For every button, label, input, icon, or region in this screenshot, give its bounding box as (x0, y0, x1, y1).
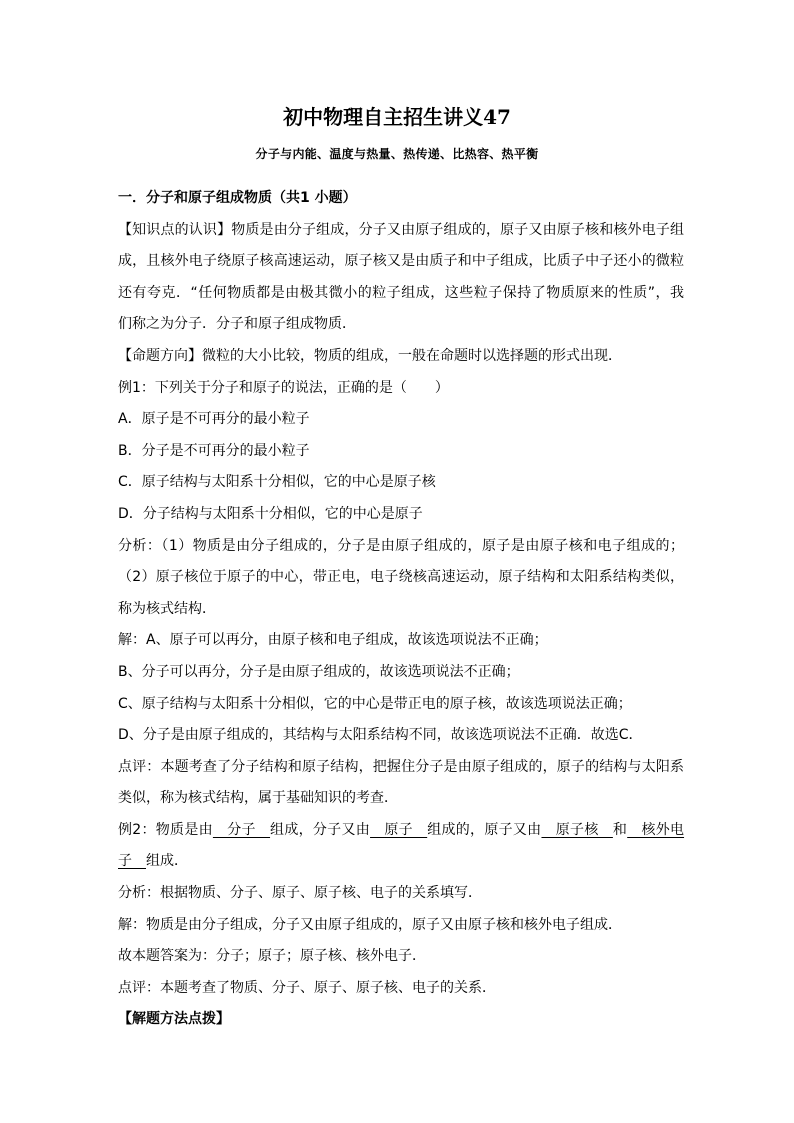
answer-blank: 原子 (370, 821, 428, 838)
example1-option-c: C．原子结构与太阳系十分相似，它的中心是原子核 (118, 474, 436, 491)
example2-solution: 解：物质是由分子组成，分子又由原子组成的，原子又由原子核和核外电子组成． (118, 916, 622, 933)
example1-comment-1: 点评：本题考查了分子结构和原子结构，把握住分子是由原子组成的，原子的结构与太阳系 (118, 758, 684, 775)
document-title: 初中物理自主招生讲义47 (283, 105, 511, 129)
example2-question-line-1: 例2：物质是由 分子 组成，分子又由 原子 组成的，原子又由 原子核 和 核外电 (118, 821, 685, 838)
knowledge-line-2: 成，且核外电子绕原子核高速运动，原子核又是由质子和中子组成，比质子中子还小的微粒 (118, 253, 684, 270)
answer-blank: 分子 (212, 821, 271, 838)
example1-solution-3: C、原子结构与太阳系十分相似，它的中心是带正电的原子核，故该选项说法正确； (118, 695, 632, 712)
example1-option-a: A．原子是不可再分的最小粒子 (118, 411, 310, 428)
knowledge-line-1: 【知识点的认识】物质是由分子组成，分子又由原子组成的，原子又由原子核和核外电子组 (118, 221, 685, 238)
example1-option-d: D．分子结构与太阳系十分相似，它的中心是原子 (118, 505, 423, 522)
method-label: 【解题方法点拨】 (118, 1011, 230, 1028)
document-body (118, 183, 684, 1036)
example2-analysis: 分析：根据物质、分子、原子、原子核、电子的关系填写． (118, 885, 482, 902)
section-heading: 一．分子和原子组成物质（共1 小题） (118, 190, 357, 206)
document-subtitle: 分子与内能、温度与热量、热传递、比热容、热平衡 (255, 147, 539, 161)
knowledge-line-4: 们称之为分子．分子和原子组成物质． (118, 316, 356, 333)
direction-label: 【命题方向】 (118, 347, 202, 364)
example1-solution-2: B、分子可以再分，分子是由原子组成的，故该选项说法不正确； (118, 663, 520, 680)
example1-analysis-3: 称为核式结构． (118, 600, 216, 617)
example1-option-b: B．分子是不可再分的最小粒子 (118, 442, 310, 459)
knowledge-label: 【知识点的认识】 (118, 221, 232, 238)
example1-question: 例1：下列关于分子和原子的说法，正确的是（ ） (118, 379, 449, 396)
example1-solution-1: 解：A、原子可以再分，由原子核和电子组成，故该选项说法不正确； (118, 632, 548, 649)
answer-blank: 原子核 (541, 821, 613, 838)
example1-solution-4: D、分子是由原子组成的，其结构与太阳系结构不同，故该选项说法不正确．故选C． (118, 727, 643, 744)
answer-blank: 核外电 (627, 821, 685, 838)
example2-question-line-2: 子 组成． (118, 853, 188, 870)
answer-blank: 子 (118, 853, 146, 870)
example2-comment: 点评：本题考查了物质、分子、原子、原子核、电子的关系． (118, 979, 496, 996)
example1-analysis-2: （2）原子核位于原子的中心，带正电，电子绕核高速运动，原子结构和太阳系结构类似， (118, 569, 684, 586)
knowledge-line-3: 还有夸克．“任何物质都是由极其微小的粒子组成，这些粒子保持了物质原来的性质”，我 (118, 284, 684, 301)
direction-line: 【命题方向】微粒的大小比较，物质的组成，一般在命题时以选择题的形式出现． (118, 347, 622, 364)
example1-comment-2: 类似，称为核式结构，属于基础知识的考查． (118, 790, 398, 807)
example2-answer: 故本题答案为：分子；原子；原子核、核外电子． (118, 948, 426, 965)
example1-analysis-1: 分析：（1）物质是由分子组成的，分子是由原子组成的，原子是由原子核和电子组成的； (118, 537, 684, 554)
